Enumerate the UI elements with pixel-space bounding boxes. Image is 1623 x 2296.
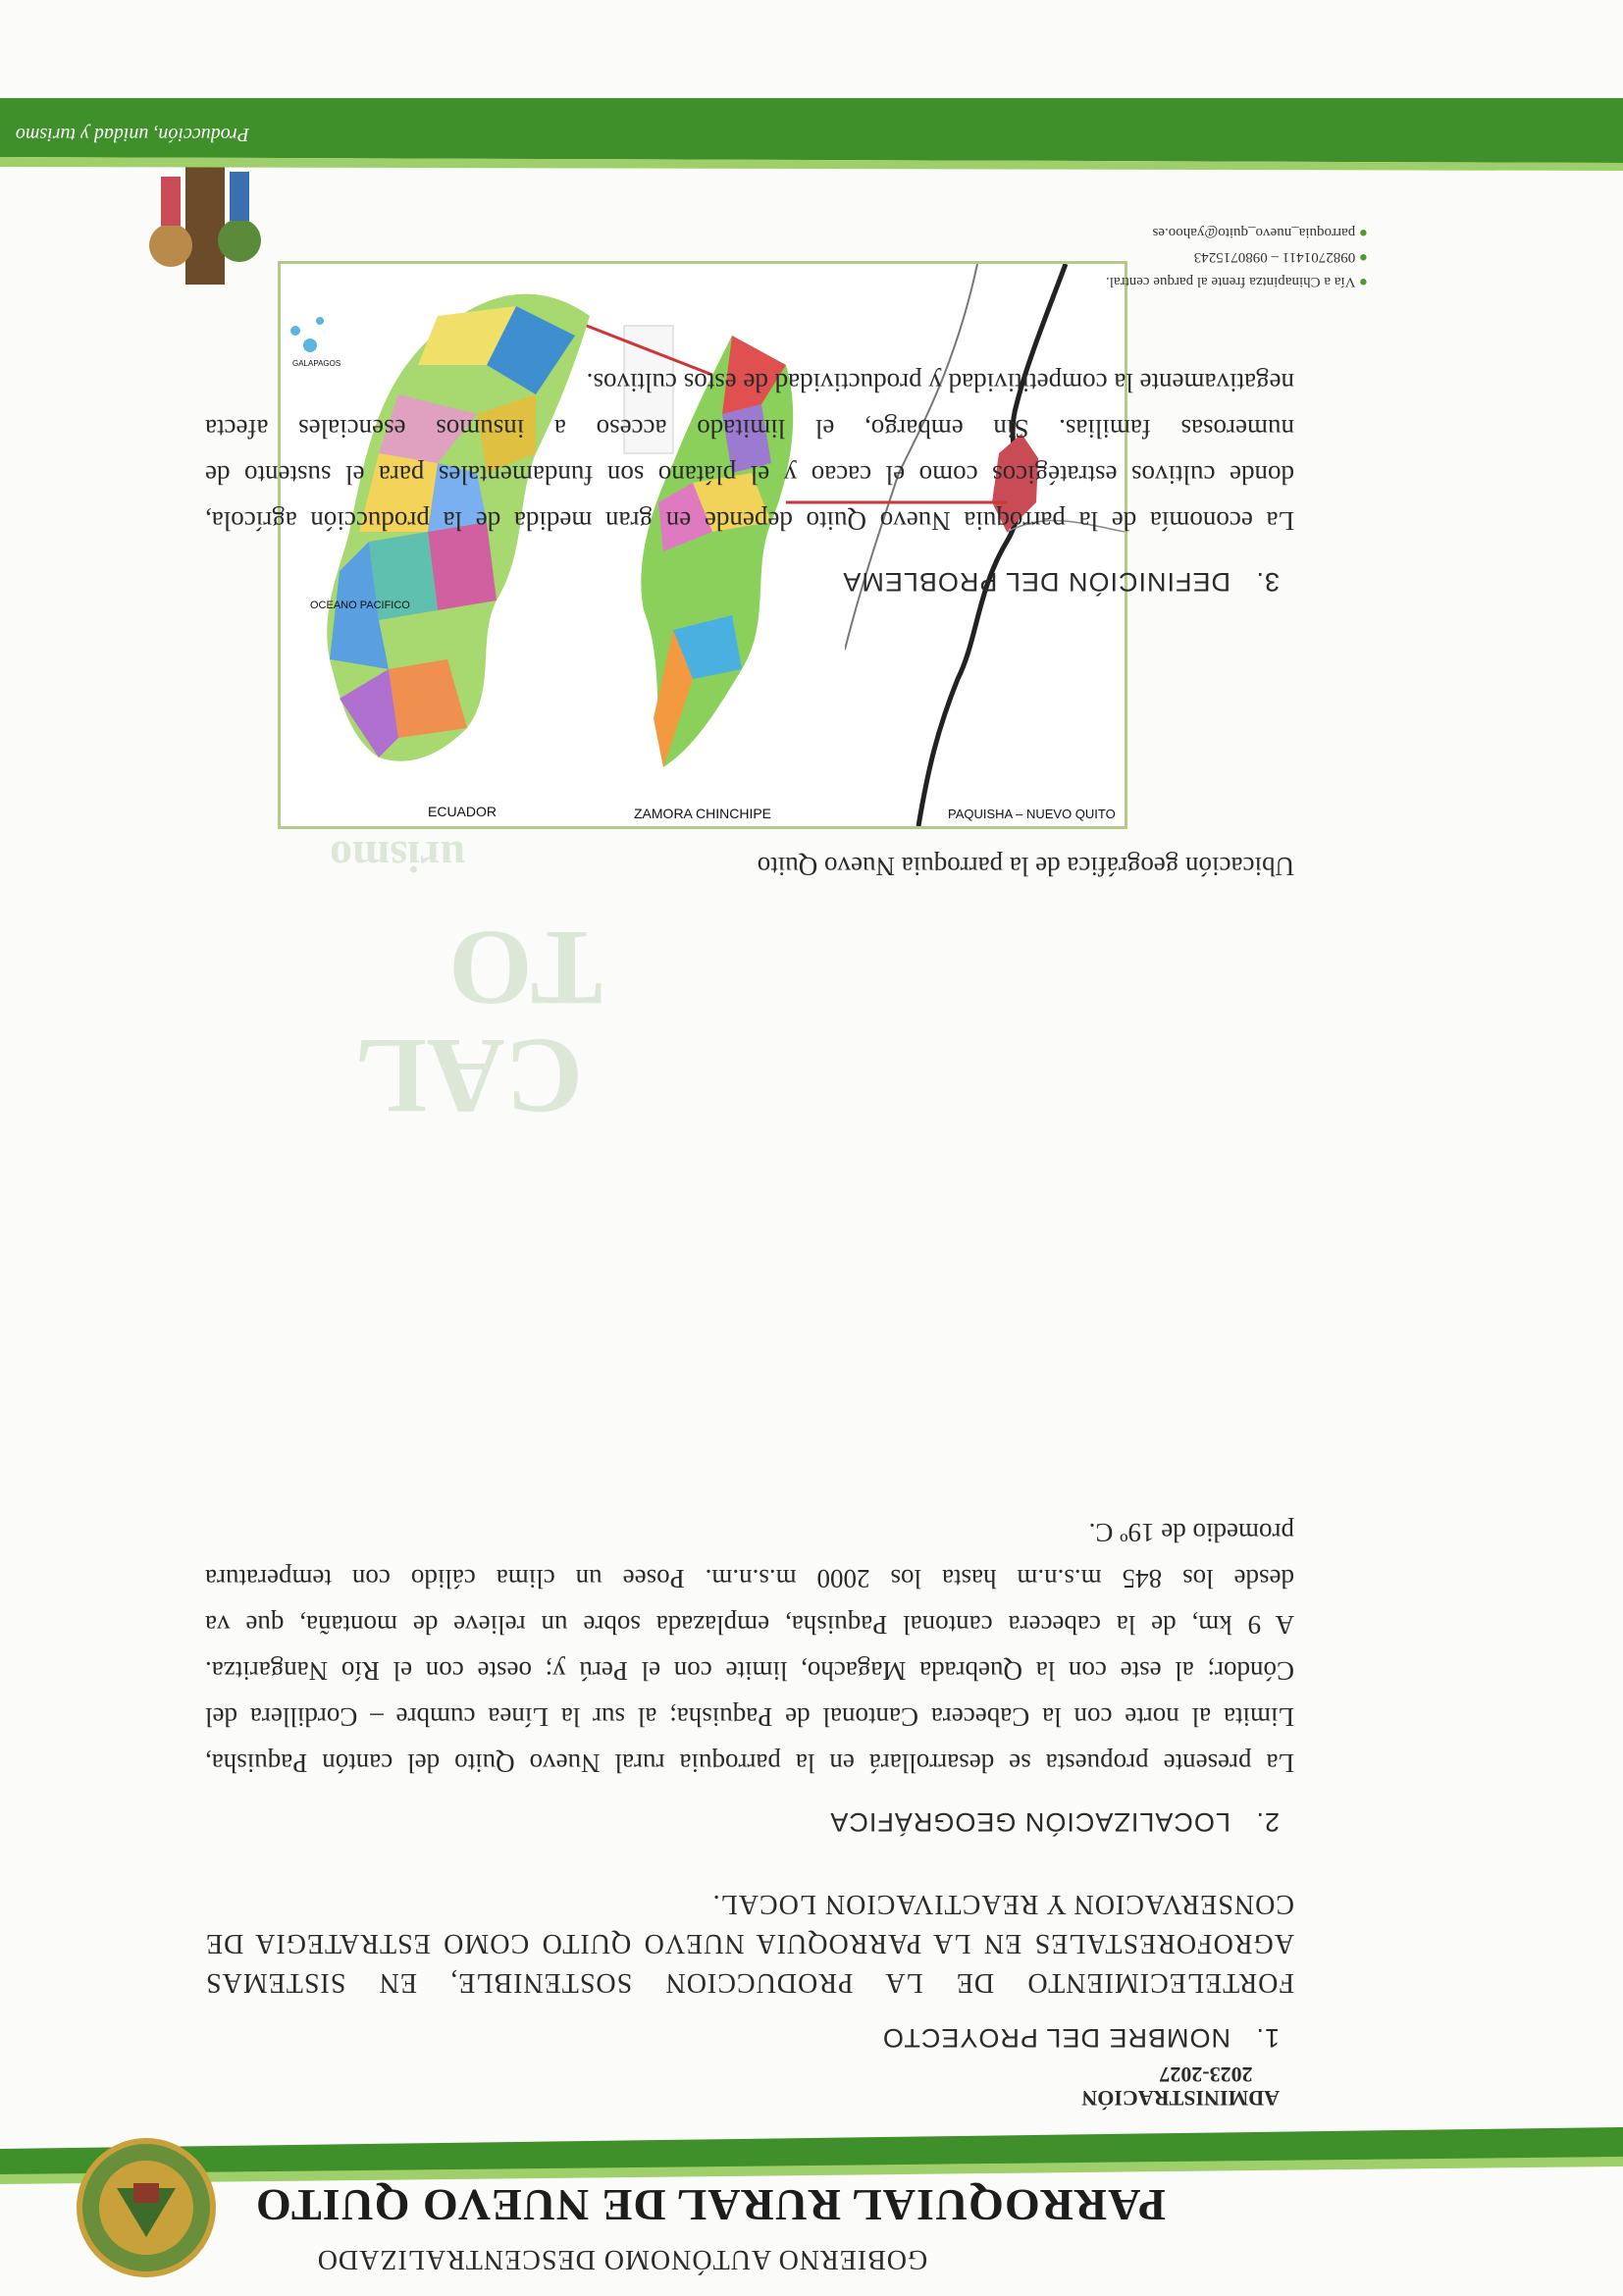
section-2-title: LOCALIZACIÓN GEOGRÁFICA xyxy=(829,1807,1230,1837)
project-name-line: AGROFORESTALES EN LA PARROQUIA NUEVO QUITO COMO ESTRATEGIA DE xyxy=(205,1928,1294,1958)
paragraph-line: desde los 845 m.s.n.m hasta los 2000 m.s.n.m. Posee un clima cálido con temperatura xyxy=(205,1564,1294,1593)
map-graphic xyxy=(281,264,1125,826)
paragraph-line: La presente propuesta se desarrollará en la parroquia rural Nuevo Quito del cantón Paquisha, xyxy=(205,1748,1294,1778)
paragraph-line: A 9 km, de la cabecera cantonal Paquisha, emplazada sobre un relieve de montaña, que va xyxy=(205,1610,1294,1640)
section-2-number: 2. xyxy=(1255,1807,1280,1837)
section-3-title: DEFINICIÓN DEL PROBLEMA xyxy=(842,567,1230,597)
phone-text: 0982701411 – 0980715243 xyxy=(1193,249,1356,265)
section-3-heading xyxy=(842,566,1280,597)
paragraph-line: Cóndor; al este con la Quebrada Magacho, limite con el Perú y; oeste con el Río Nangaritza. xyxy=(205,1656,1294,1686)
paquisha-label: PAQUISHA – NUEVO QUITO xyxy=(948,807,1116,821)
contact-block xyxy=(1106,224,1368,289)
administration-label: ADMINISTRACIÓN xyxy=(1081,2086,1280,2111)
ocean-label: OCEANO PACIFICO xyxy=(310,600,410,611)
section-1-title: NOMBRE DEL PROYECTO xyxy=(881,2023,1230,2053)
ecuador-label: ECUADOR xyxy=(428,804,497,819)
project-name-line: CONSERVACION Y REACTIVACION LOCAL. xyxy=(711,1889,1294,1919)
project-name-line: FORTELECIMIENTO DE LA PRODUCCION SOSTENIBLE, EN SISTEMAS xyxy=(205,1967,1294,1998)
paragraph-line: promedio de 19º C. xyxy=(1088,1518,1294,1547)
location-paragraph xyxy=(205,1509,1294,1786)
administration-block xyxy=(1081,2062,1280,2111)
watermark-text: CAL xyxy=(354,1017,583,1136)
address-text: Vía a Chinapintza frente al parque central. xyxy=(1105,274,1356,289)
map-caption: Ubicación geográfica de la parroquia Nuevo Quito xyxy=(757,852,1294,881)
paragraph-line: Limita al norte con la Cabecera Cantonal de Paquisha; al sur la Línea cumbre – Cordillera del xyxy=(205,1702,1294,1732)
email-icon: ● xyxy=(1358,225,1368,240)
paragraph-line: numerosas familias. Sin embargo, el limitado acceso a insumos esenciales afecta xyxy=(205,414,1294,444)
project-name xyxy=(205,1884,1294,2002)
section-1-heading xyxy=(882,2022,1280,2053)
phone-icon: ● xyxy=(1358,249,1368,265)
watermark-text: urismo xyxy=(330,832,465,882)
zamora-label: ZAMORA CHINCHIPE xyxy=(634,806,772,821)
paragraph-line: donde cultivos estratégicos como el cacao y el plátano son fundamentales para el sustento de xyxy=(205,460,1294,490)
header-green-band xyxy=(0,2119,1623,2188)
paragraph-line: La economía de la parroquia Nuevo Quito depende en gran medida de la producción agrícola, xyxy=(205,506,1294,536)
email-text: parroquia_nuevo_quito@yahoo.es xyxy=(1152,225,1356,240)
watermark-text: TO xyxy=(448,909,602,1028)
section-1-number: 1. xyxy=(1255,2023,1280,2053)
section-3-number: 3. xyxy=(1255,567,1280,597)
footer-slogan: Producción, unidad y turismo xyxy=(15,124,249,145)
section-2-heading xyxy=(829,1806,1280,1837)
header-gad-title: GOBIERNO AUTÓNOMO DESCENTRALIZADO xyxy=(316,2244,928,2274)
problem-paragraph xyxy=(205,359,1294,544)
header-parroquial-title: PARROQUIAL RURAL DE NUEVO QUITO xyxy=(254,2180,1167,2230)
administration-period: 2023-2027 xyxy=(1159,2062,1253,2087)
location-map xyxy=(278,261,1127,829)
location-icon: ● xyxy=(1358,274,1368,289)
galapagos-label: GALAPAGOS xyxy=(292,359,341,368)
paragraph-line: negativamente la competitividad y productividad de estos cultivos. xyxy=(586,368,1294,397)
